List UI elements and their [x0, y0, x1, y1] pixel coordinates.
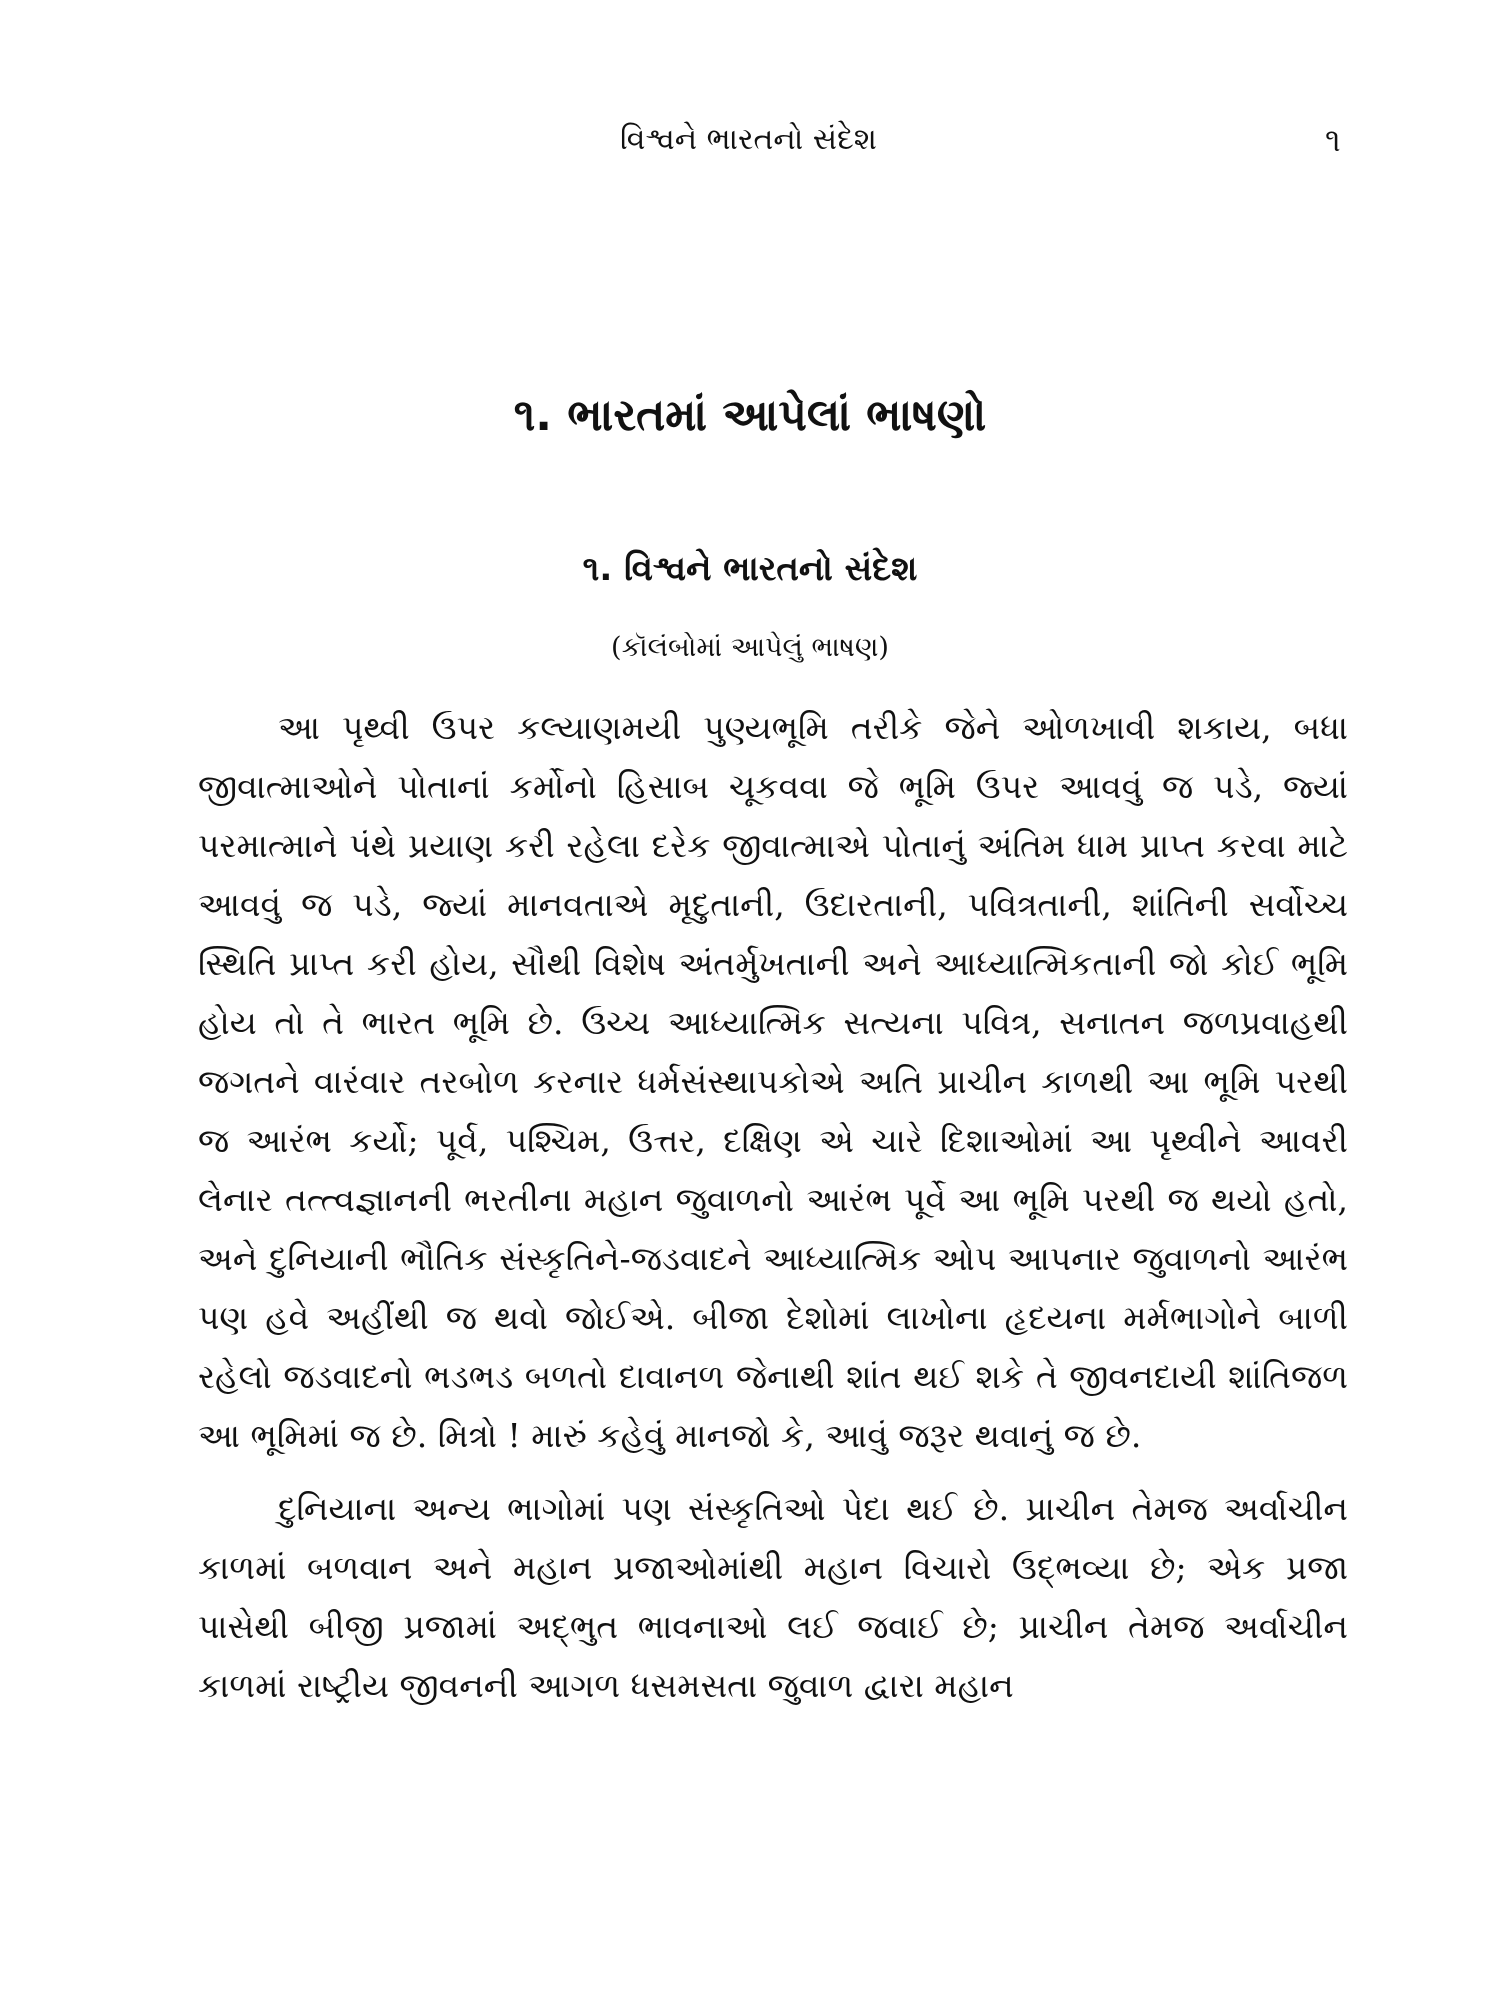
- paragraph-2: દુનિયાના અન્ય ભાગોમાં પણ સંસ્કૃતિઓ પેદા થઈ છે. પ્રાચીન તેમજ અર્વાચીન કાળમાં બળવાન અને મહાન પ્રજાઓમાંથી મહાન વિચારો ઉદ્ભવ્યા છે; એક પ્રજા પાસેથી બીજી પ્રજામાં અદ્ભુત ભાવનાઓ લઈ જવાઈ છે; પ્રાચીન તેમજ અર્વાચીન કાળમાં રાષ્ટ્રીય જીવનની આગળ ધસમસતા જુવાળ દ્વારા મહાન: [198, 1489, 1348, 1705]
- page-number: ૧: [1325, 121, 1341, 159]
- running-header: [0, 120, 1500, 170]
- running-title: વિશ્વને ભારતનો સંદેશ: [620, 122, 877, 157]
- section-title: ૧. વિશ્વને ભારતનો સંદેશ: [582, 549, 918, 589]
- chapter-title: ૧. ભારતમાં આપેલાં ભાષણો: [513, 390, 987, 441]
- paragraph-1: આ પૃથ્વી ઉપર કલ્યાણમયી પુણ્યભૂમિ તરીકે જેને ઓળખાવી શકાય, બધા જીવાત્માઓને પોતાનાં કર્મોનો હિસાબ ચૂકવવા જે ભૂમિ ઉપર આવવું જ પડે, જ્યાં પરમાત્માને પંથે પ્રયાણ કરી રહેલા દરેક જીવાત્માએ પોતાનું અંતિમ ધામ પ્રાપ્ત કરવા માટે આવવું જ પડે, જ્યાં માનવતાએ મૃદુતાની, ઉદારતાની, પવિત્રતાની, શાંતિની સર્વોચ્ચ સ્થિતિ પ્રાપ્ત કરી હોય, સૌથી વિશેષ અંતર્મુખતાની અને આધ્યાત્મિકતાની જો કોઈ ભૂમિ હોય તો તે ભારત ભૂમિ છે. ઉચ્ચ આધ્યાત્મિક સત્યના પવિત્ર, સનાતન જળપ્રવાહથી જગતને વારંવાર તરબોળ કરનાર ધર્મસંસ્થાપકોએ અતિ પ્રાચીન કાળથી આ ભૂમિ પરથી જ આરંભ કર્યો; પૂર્વ, પશ્ચિમ, ઉત્તર, દક્ષિણ એ ચારે દિશાઓમાં આ પૃથ્વીને આવરી લેનાર તત્ત્વજ્ઞાનની ભરતીના મહાન જુવાળનો આરંભ પૂર્વે આ ભૂમિ પરથી જ થયો હતો, અને દુનિયાની ભૌતિક સંસ્કૃતિને-જડવાદને આધ્યાત્મિક ઓપ આપનાર જુવાળનો આરંભ પણ હવે અહીંથી જ થવો જોઈએ. બીજા દેશોમાં લાખોના હૃદયના મર્મભાગોને બાળી રહેલો જડવાદનો ભડભડ બળતો દાવાનળ જેનાથી શાંત થઈ શકે તે જીવનદાયી શાંતિજળ આ ભૂમિમાં જ છે. મિત્રો ! મારું કહેવું માનજો કે, આવું જરૂર થવાનું જ છે.: [198, 708, 1348, 1455]
- body-text: [198, 698, 1348, 1715]
- section-subtitle: (કૉલંબોમાં આપેલું ભાષણ): [611, 632, 889, 663]
